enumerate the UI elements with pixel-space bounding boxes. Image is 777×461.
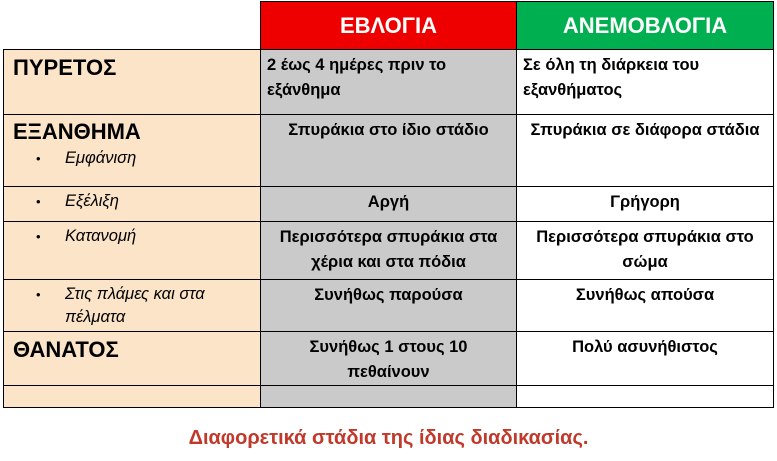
- smallpox-death-text: Συνήθως 1 στους 10 πεθαίνουν: [309, 338, 468, 381]
- row-label-death: ΘΑΝΑΤΟΣ: [13, 337, 119, 362]
- empty-label-cell: [4, 386, 261, 408]
- chickenpox-palms-text: Συνήθως απούσα: [575, 286, 715, 304]
- table-row-death: [4, 332, 774, 386]
- header-smallpox: ΕΒΛΟΓΙΑ: [261, 2, 517, 50]
- header-blank-cell: [4, 2, 261, 50]
- chickenpox-cell: [517, 50, 774, 115]
- table-row-palms-soles: [4, 280, 774, 332]
- header-chickenpox: ΑΝΕΜΟΒΛΟΓΙΑ: [517, 2, 774, 50]
- chickenpox-death-text: Πολύ ασυνήθιστος: [572, 338, 718, 356]
- row-label-cell: [4, 50, 261, 115]
- smallpox-cell: [261, 115, 517, 187]
- chickenpox-cell: [517, 222, 774, 280]
- smallpox-palms-text: Συνήθως παρούσα: [314, 286, 463, 304]
- table-row-rash: [4, 115, 774, 187]
- smallpox-fever-text: 2 έως 4 ημέρες πριν το εξάνθημα: [267, 56, 447, 99]
- bullet-icon: •: [36, 194, 41, 209]
- sublabel-appearance: [4, 144, 260, 170]
- table-row-distribution: [4, 222, 774, 280]
- chickenpox-cell: [517, 280, 774, 332]
- chickenpox-fever-text: Σε όλη τη διάρκεια του εξανθήματος: [523, 56, 700, 99]
- chickenpox-appearance-text: Σπυράκια σε διάφορα στάδια: [530, 121, 760, 139]
- table-row-empty: [4, 386, 774, 408]
- header-row: [4, 2, 774, 50]
- chickenpox-progression-text: Γρήγορη: [610, 193, 680, 211]
- smallpox-cell: [261, 222, 517, 280]
- sublabel-distribution: [4, 222, 260, 248]
- row-label-cell: [4, 222, 261, 280]
- table-row-progression: [4, 187, 774, 222]
- smallpox-distribution-text: Περισσότερα σπυράκια στα χέρια και στα πόδια: [279, 228, 498, 271]
- sublabel-text: Στις πλάμες και στα πέλματα: [65, 285, 205, 326]
- comparison-table: [3, 1, 774, 408]
- smallpox-cell: [261, 332, 517, 386]
- smallpox-cell: [261, 187, 517, 222]
- smallpox-cell: [261, 280, 517, 332]
- chickenpox-cell: [517, 115, 774, 187]
- bullet-icon: •: [36, 151, 41, 166]
- row-label-cell: [4, 187, 261, 222]
- sublabel-progression: [4, 187, 260, 213]
- smallpox-appearance-text: Σπυράκια στο ίδιο στάδιο: [288, 121, 489, 139]
- row-label-cell: [4, 115, 261, 187]
- bullet-icon: •: [36, 229, 41, 244]
- sublabel-text: Εξέλιξη: [65, 192, 119, 210]
- empty-smallpox-cell: [261, 386, 517, 408]
- table-row-fever: [4, 50, 774, 115]
- sublabel-text: Κατανομή: [65, 227, 137, 245]
- sublabel-palms-soles: [4, 280, 260, 329]
- bullet-icon: •: [36, 287, 41, 302]
- smallpox-cell: [261, 50, 517, 115]
- row-label-cell: [4, 332, 261, 386]
- chickenpox-distribution-text: Περισσότερα σπυράκια στο σώμα: [536, 228, 754, 271]
- sublabel-text: Εμφάνιση: [65, 149, 137, 167]
- empty-chickenpox-cell: [517, 386, 774, 408]
- row-label-cell: [4, 280, 261, 332]
- chickenpox-cell: [517, 187, 774, 222]
- row-label-fever: ΠΥΡΕΤΟΣ: [13, 55, 117, 80]
- smallpox-progression-text: Αργή: [367, 193, 410, 211]
- row-label-rash: ΕΞΑΝΘΗΜΑ: [13, 119, 141, 144]
- chickenpox-cell: [517, 332, 774, 386]
- caption-text: Διαφορετικά στάδια της ίδιας διαδικασίας.: [188, 427, 589, 449]
